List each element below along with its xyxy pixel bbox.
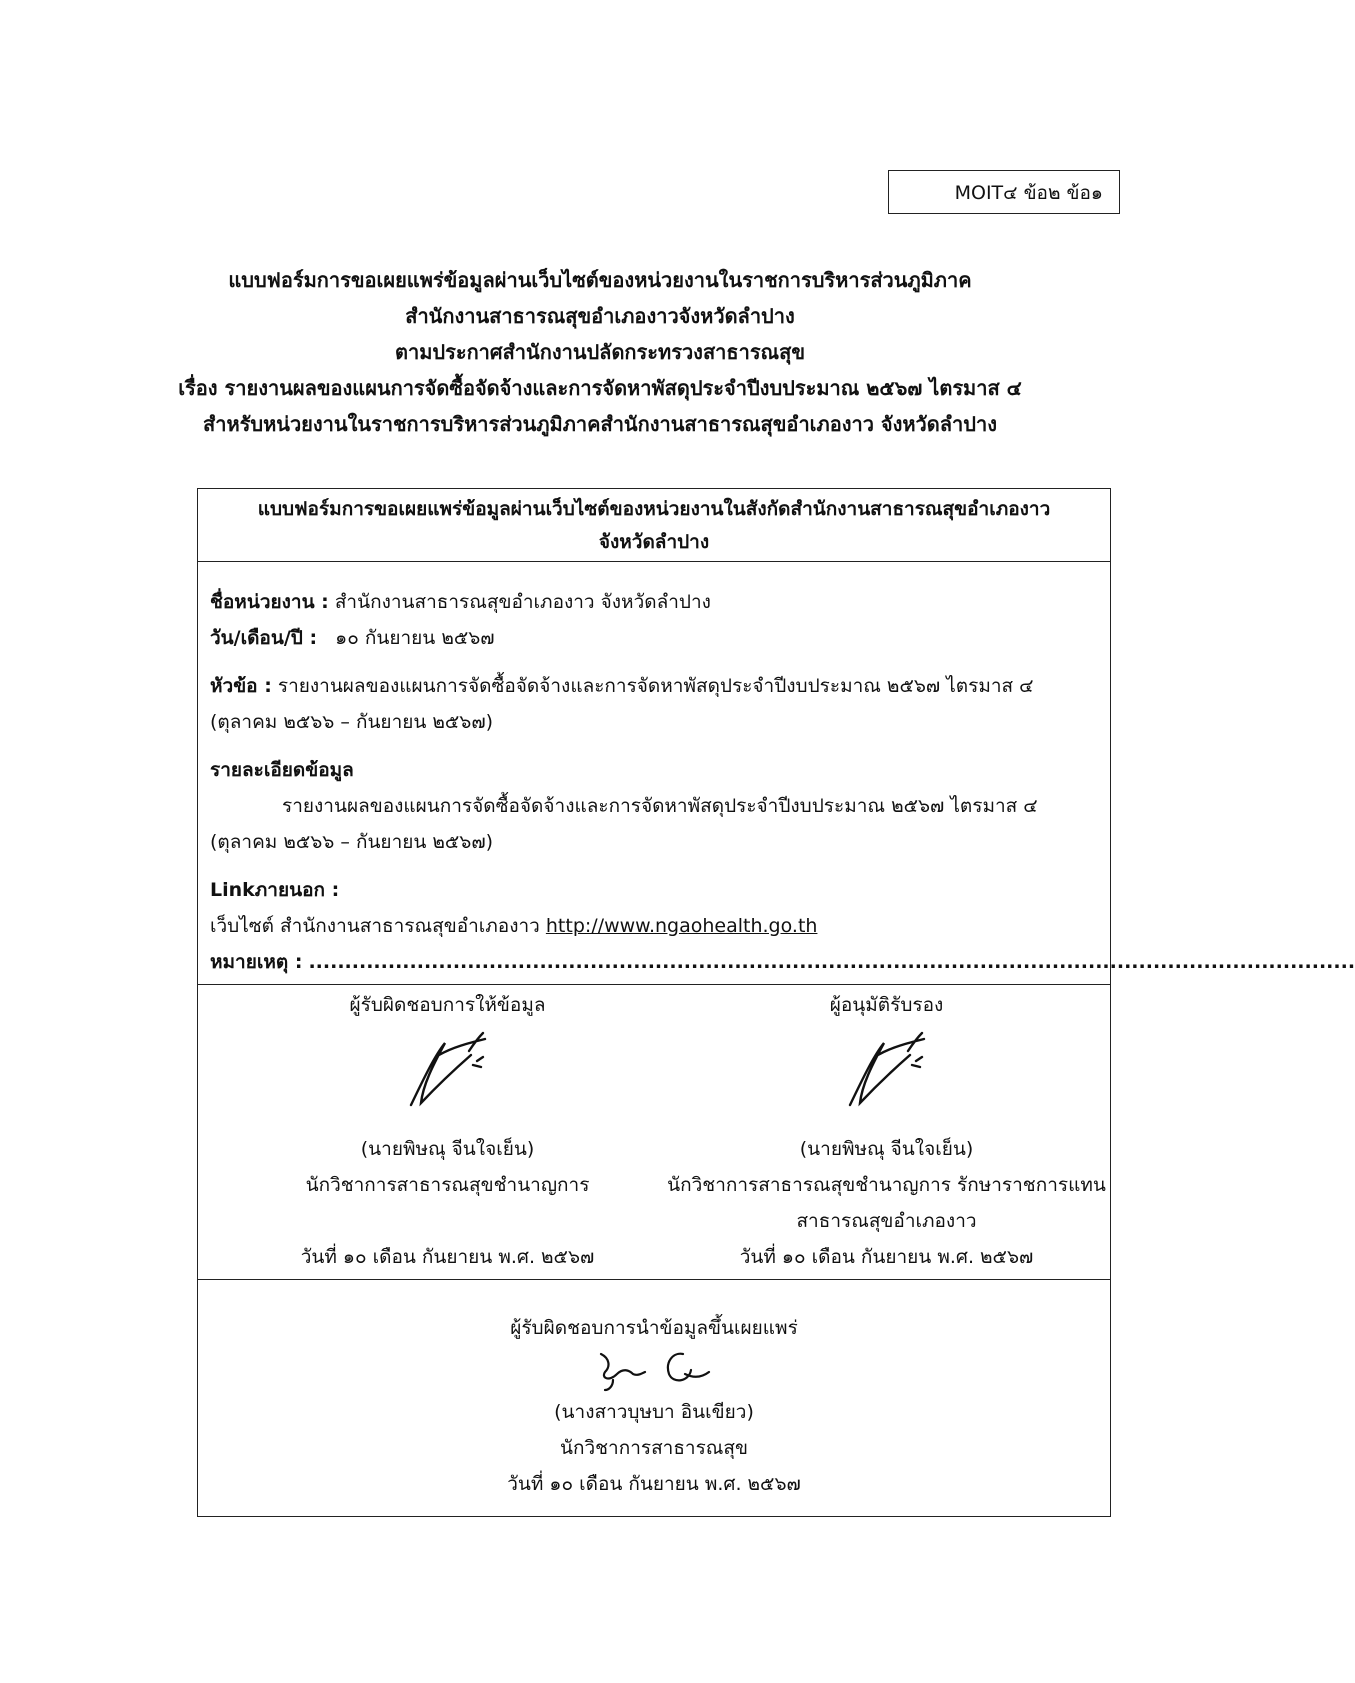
heading-line-3: ตามประกาศสำนักงานปลัดกระทรวงสาธารณสุข: [394, 340, 805, 364]
external-link-label: Linkภายนอก :: [210, 879, 340, 901]
heading-line-5: สำหรับหน่วยงานในราชการบริหารส่วนภูมิภาคสำนักงานสาธารณสุขอำเภองาว จังหวัดลำปาง: [203, 412, 997, 436]
provider-date: วันที่ ๑๐ เดือน กันยายน พ.ศ. ๒๕๖๗: [300, 1246, 595, 1268]
topic-period: (ตุลาคม ๒๕๖๖ – กันยายน ๒๕๖๗): [210, 711, 494, 733]
approver-name: (นายพิษณุ จีนใจเย็น): [799, 1138, 974, 1160]
website-link[interactable]: http://www.ngaohealth.go.th: [545, 915, 818, 937]
publisher-position: นักวิชาการสาธารณสุข: [559, 1437, 749, 1459]
approver-position-line-1: นักวิชาการสาธารณสุขชำนาญการ รักษาราชการแทน: [667, 1174, 1106, 1196]
remark-row: [210, 944, 1355, 980]
form-details: [198, 562, 1355, 984]
document-heading: [100, 262, 1100, 442]
approver-position-line-2: สาธารณสุขอำเภองาว: [796, 1210, 977, 1232]
form-title: [198, 489, 1110, 562]
website-row: [210, 908, 1098, 944]
topic-label: หัวข้อ :: [210, 675, 272, 697]
topic-row: [210, 668, 1098, 704]
approver-signature-image: [667, 1023, 1106, 1117]
signature-approver: [667, 987, 1110, 1275]
form-title-line-2: จังหวัดลำปาง: [598, 531, 710, 553]
date-row: [210, 620, 1098, 656]
publisher-role: ผู้รับผิดชอบการนำข้อมูลขึ้นเผยแพร่: [510, 1317, 798, 1339]
document-code-box: MOIT๔ ข้อ๒ ข้อ๑: [888, 170, 1120, 214]
website-label: เว็บไซต์ สำนักงานสาธารณสุขอำเภองาว: [210, 915, 540, 937]
remark-value: .................................................................................................................................................: [308, 951, 1355, 973]
signature-area: [198, 984, 1110, 1280]
agency-date-block: [210, 584, 1098, 656]
publication-form: [197, 488, 1355, 1517]
heading-line-2: สำนักงานสาธารณสุขอำเภองาวจังหวัดลำปาง: [405, 304, 795, 328]
approver-date: วันที่ ๑๐ เดือน กันยายน พ.ศ. ๒๕๖๗: [739, 1246, 1034, 1268]
date-value: ๑๐ กันยายน ๒๕๖๗: [335, 627, 495, 649]
agency-label: ชื่อหน่วยงาน :: [210, 591, 329, 613]
date-label: วัน/เดือน/ปี :: [210, 627, 318, 649]
publisher-name: (นางสาวบุษบา อินเขียว): [554, 1401, 754, 1423]
agency-value: สำนักงานสาธารณสุขอำเภองาว จังหวัดลำปาง: [334, 591, 711, 613]
heading-line-4: เรื่อง รายงานผลของแผนการจัดซื้อจัดจ้างและการจัดหาพัสดุประจำปีงบประมาณ ๒๕๖๗ ไตรมาส ๔: [178, 376, 1022, 400]
remark-label: หมายเหตุ :: [210, 951, 303, 973]
topic-block: [210, 668, 1098, 740]
detail-value: รายงานผลของแผนการจัดซื้อจัดจ้างและการจัดหาพัสดุประจำปีงบประมาณ ๒๕๖๗ ไตรมาส ๔: [282, 795, 1038, 817]
publisher-signature-image: [198, 1344, 1110, 1394]
link-block: [210, 872, 1355, 980]
publisher-date: วันที่ ๑๐ เดือน กันยายน พ.ศ. ๒๕๖๗: [507, 1473, 801, 1495]
detail-label: รายละเอียดข้อมูล: [210, 759, 354, 781]
topic-value: รายงานผลของแผนการจัดซื้อจัดจ้างและการจัดหาพัสดุประจำปีงบประมาณ ๒๕๖๗ ไตรมาส ๔: [277, 675, 1034, 697]
provider-role: ผู้รับผิดชอบการให้ข้อมูล: [349, 994, 546, 1016]
publisher-section: [198, 1280, 1110, 1516]
detail-period: (ตุลาคม ๒๕๖๖ – กันยายน ๒๕๖๗): [210, 831, 494, 853]
agency-row: [210, 584, 1098, 620]
provider-signature-image: [228, 1023, 667, 1117]
provider-position: นักวิชาการสาธารณสุขชำนาญการ: [305, 1174, 590, 1196]
signature-provider: [198, 987, 667, 1275]
form-title-line-1: แบบฟอร์มการขอเผยแพร่ข้อมูลผ่านเว็บไซต์ของหน่วยงานในสังกัดสำนักงานสาธารณสุขอำเภองาว: [257, 498, 1051, 520]
detail-block: [210, 752, 1098, 860]
heading-line-1: แบบฟอร์มการขอเผยแพร่ข้อมูลผ่านเว็บไซต์ของหน่วยงานในราชการบริหารส่วนภูมิภาค: [228, 268, 972, 292]
approver-role: ผู้อนุมัติรับรอง: [829, 994, 944, 1016]
provider-name: (นายพิษณุ จีนใจเย็น): [360, 1138, 535, 1160]
